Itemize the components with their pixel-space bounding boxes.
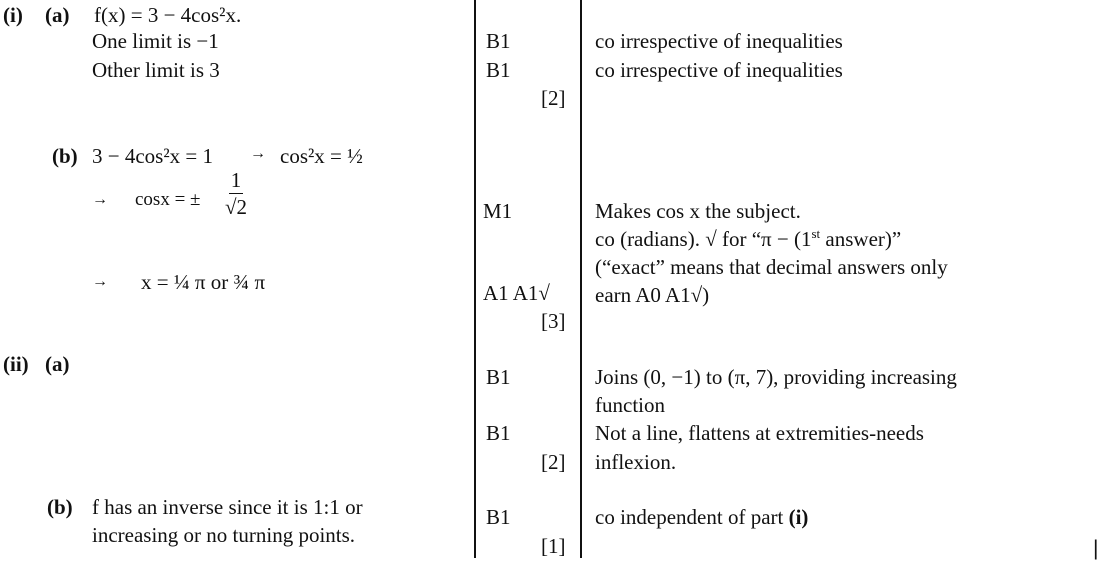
inverse-reason-line-1: f has an inverse since it is 1:1 or [92, 495, 363, 519]
mark-i-a-2: B1 [486, 58, 511, 82]
part-ii-a-label: (a) [45, 352, 70, 376]
note-i-a-1: co irrespective of inequalities [595, 29, 843, 53]
part-i-a-label: (a) [45, 3, 70, 27]
mark-ii-b-1: B1 [486, 505, 511, 529]
part-ii-label: (ii) [3, 352, 29, 376]
total-ii-a: [2] [541, 450, 566, 474]
note-ii-a-2: function [595, 393, 665, 417]
mark-ii-a-2: B1 [486, 421, 511, 445]
equation-step-1: 3 − 4cos²x = 1 [92, 144, 213, 168]
total-ii-b: [1] [541, 534, 566, 558]
equation-step-1-result: cos²x = ½ [280, 144, 363, 168]
lower-limit-line: One limit is −1 [92, 29, 219, 53]
note-ii-b [595, 507, 808, 528]
function-definition: f(x) = 3 − 4cos²x. [94, 3, 242, 27]
arrow-icon: → [92, 191, 108, 208]
note-i-b-3: (“exact” means that decimal answers only [595, 255, 948, 279]
note-ii-b-text: co independent of part [595, 505, 789, 529]
note-i-b-2-start: co (radians). √ for “π − (1 [595, 227, 812, 251]
mark-i-b-1: M1 [483, 199, 513, 223]
arrow-icon: → [92, 273, 108, 290]
total-i-a: [2] [541, 86, 566, 110]
column-divider-marks-left [474, 0, 476, 558]
fraction-denominator: √2 [225, 195, 248, 219]
note-ii-a-1: Joins (0, −1) to (π, 7), providing increasing [595, 365, 957, 389]
upper-limit-line: Other limit is 3 [92, 58, 220, 82]
note-i-b-2-end: answer)” [820, 227, 902, 251]
fraction-numerator: 1 [230, 168, 242, 192]
mark-ii-a-1: B1 [486, 365, 511, 389]
edge-mark: | [1093, 537, 1099, 560]
note-i-b-2 [595, 226, 902, 251]
total-i-b: [3] [541, 309, 566, 333]
column-divider-marks-right [580, 0, 582, 558]
note-ii-a-4: inflexion. [595, 450, 677, 474]
mark-i-b-2: A1 A1√ [483, 281, 550, 305]
part-ii-b-label: (b) [47, 495, 73, 519]
ordinal-superscript: st [811, 226, 821, 241]
note-i-b-1: Makes cos x the subject. [595, 199, 801, 223]
note-i-b-4: earn A0 A1√) [595, 283, 710, 307]
equation-step-2-lhs: cosx = ± [135, 189, 201, 210]
mark-i-a-1: B1 [486, 29, 511, 53]
note-i-a-2: co irrespective of inequalities [595, 58, 843, 82]
inverse-reason-line-2: increasing or no turning points. [92, 523, 356, 547]
equation-step-3: x = ¼ π or ¾ π [141, 270, 266, 294]
part-i-b-label: (b) [52, 144, 78, 168]
note-ii-a-3: Not a line, flattens at extremities-needs [595, 421, 924, 445]
fraction-one-over-root-two [225, 170, 247, 218]
part-i-label: (i) [3, 3, 23, 27]
note-ii-b-ref: (i) [788, 505, 809, 529]
arrow-icon: → [250, 145, 266, 162]
